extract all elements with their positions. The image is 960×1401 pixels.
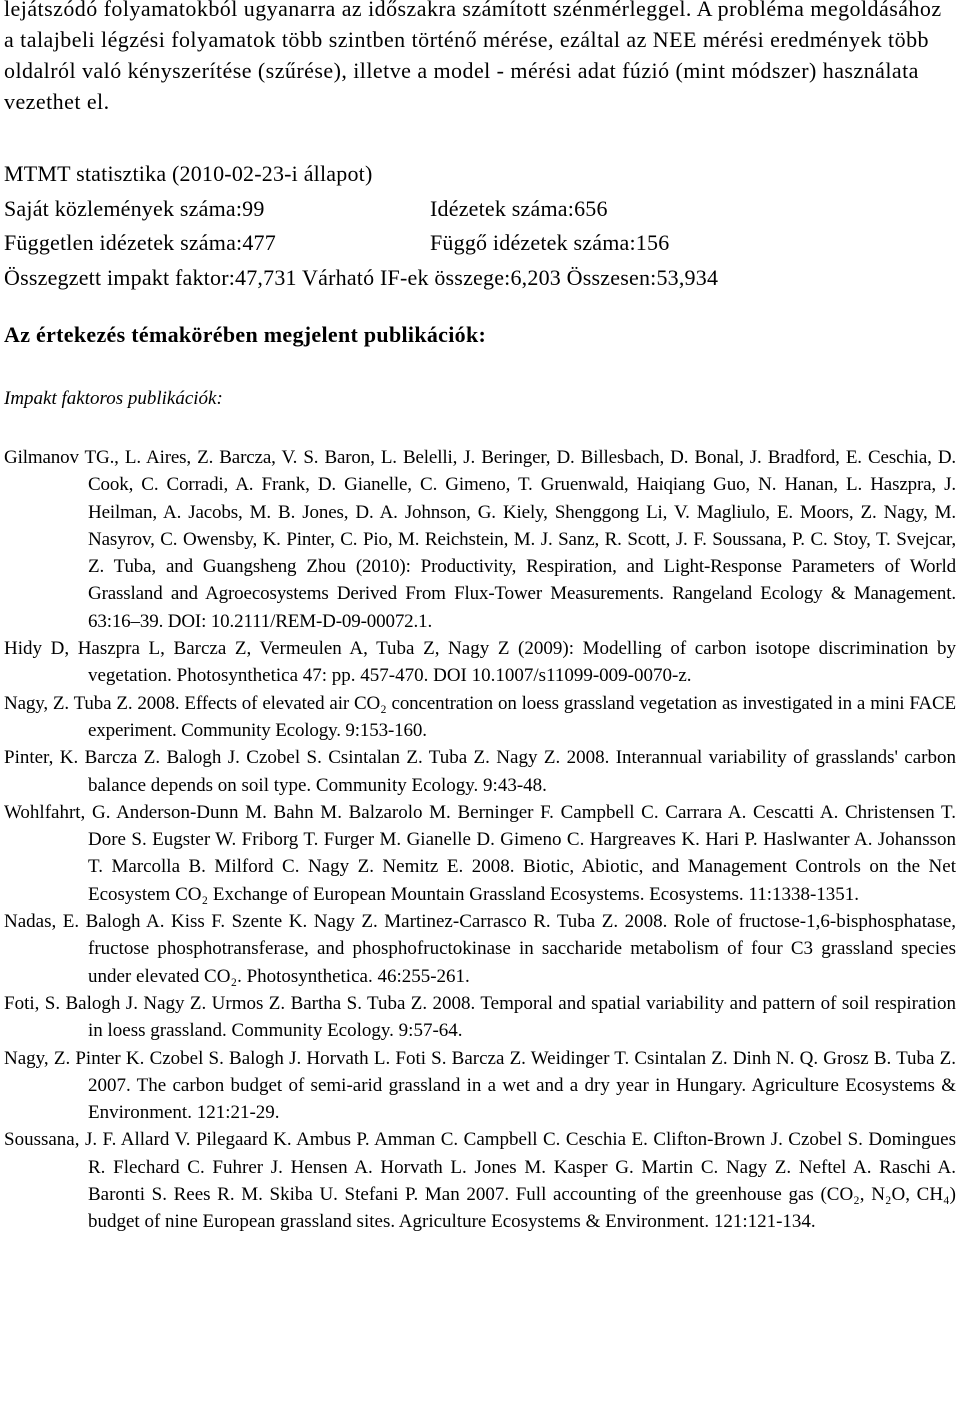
mtmt-title: MTMT statisztika (2010-02-23-i állapot) bbox=[4, 161, 373, 186]
reference-list bbox=[4, 444, 956, 1236]
reference-item: Hidy D, Haszpra L, Barcza Z, Vermeulen A, Tuba Z, Nagy Z (2009): Modelling of carbon isotope discrimination by vegetation. Photosynthetica 47: pp. 457-470. DOI 10.1007/s11099-009-0070-z. bbox=[4, 638, 956, 687]
own-publications: Saját közlemények száma:99 bbox=[4, 195, 265, 221]
intro-paragraph bbox=[4, 0, 956, 117]
reference-item: Nagy, Z. Tuba Z. 2008. Effects of elevated air CO₂ concentration on loess grassland vegetation as investigated in a mini FACE experiment. Community Ecology. 9:153-160. bbox=[4, 692, 956, 741]
section-subheading: Impakt faktoros publikációk: bbox=[4, 388, 223, 409]
reference-item: Pinter, K. Barcza Z. Balogh J. Czobel S. Csintalan Z. Tuba Z. Nagy Z. 2008. Interannual variability of grasslands' carbon balance depends on soil type. Community Ecology. 9:43-48. bbox=[4, 747, 956, 796]
reference-item: Nadas, E. Balogh A. Kiss F. Szente K. Nagy Z. Martinez-Carrasco R. Tuba Z. 2008. Role of fructose-1,6-bisphosphatase, fructose phosphotransferase, and phosphofructokinase in saccharide metabolism of four C3 grassland species under elevated CO₂. Photosynthetica. 46:255-261. bbox=[4, 911, 956, 987]
reference-item: Foti, S. Balogh J. Nagy Z. Urmos Z. Bartha S. Tuba Z. 2008. Temporal and spatial variability and pattern of soil respiration in loess grassland. Community Ecology. 9:57-64. bbox=[4, 992, 956, 1042]
intro-text: lejátszódó folyamatokból ugyanarra az időszakra számított szénmérleggel. A probléma megoldásához a talajbeli légzési folyamatok több szintben történő mérése, ezáltal az NEE mérési eredmények több oldalról való kényszerítése (szűrése), illetve a model - mérési adat fúzió (mint módszer) használata vezethet el. bbox=[4, 0, 942, 114]
reference-item: Nagy, Z. Pinter K. Czobel S. Balogh J. Horvath L. Foti S. Barcza Z. Weidinger T. Csintalan Z. Dinh N. Q. Grosz B. Tuba Z. 2007. The carbon budget of semi-arid grassland in a wet and a dry year in Hungary. Agriculture Ecosystems & Environment. 121:21-29. bbox=[4, 1047, 956, 1124]
impact-summary: Összegzett impakt faktor:47,731 Várható IF-ek összege:6,203 Összesen:53,934 bbox=[4, 264, 719, 290]
dependent-citations: Függő idézetek száma:156 bbox=[430, 230, 670, 255]
reference-item: Wohlfahrt, G. Anderson-Dunn M. Bahn M. Balzarolo M. Berninger F. Campbell C. Carrara A. Cescatti A. Christensen T. Dore S. Eugster W. Friborg T. Furger M. Gianelle D. Gimeno C. Hargreaves K. Hari P. Haslwanter A. Johansson T. Marcolla B. Milford C. Nagy Z. Nemitz E. 2008. Biotic, Abiotic, and Management Controls on the Net Ecosystem CO₂ Exchange of European Mountain Grassland Ecosystems. Ecosystems. 11:1338-1351. bbox=[4, 801, 956, 905]
independent-citations: Független idézetek száma:477 bbox=[4, 230, 276, 255]
citations: Idézetek száma:656 bbox=[430, 195, 608, 221]
section-heading: Az értekezés témakörében megjelent publikációk: bbox=[4, 322, 487, 347]
reference-item: Gilmanov TG., L. Aires, Z. Barcza, V. S. Baron, L. Belelli, J. Beringer, D. Billesbach, D. Bonal, J. Bradford, E. Ceschia, D. Cook, C. Corradi, A. Frank, D. Gianelle, C. Gimeno, T. Gruenwald, Haiqiang Guo, N. Hanan, L. Haszpra, J. Heilman, A. Jacobs, M. B. Jones, D. A. Johnson, G. Kiely, Shenggong Li, V. Magliulo, E. Moors, Z. Nagy, M. Nasyrov, C. Owensby, K. Pinter, C. Pio, M. Reichstein, M. J. Sanz, R. Scott, J. F. Soussana, P. C. Stoy, T. Svejcar, Z. Tuba, and Guangsheng Zhou (2010): Productivity, Respiration, and Light-Response Parameters of World Grassland and Agroecosystems Derived From Flux-Tower Measurements. Rangeland Ecology & Management. 63:16–39. DOI: 10.2111/REM-D-09-00072.1. bbox=[4, 447, 956, 632]
reference-item: Soussana, J. F. Allard V. Pilegaard K. Ambus P. Amman C. Campbell C. Ceschia E. Clifton-Brown J. Czobel S. Domingues R. Flechard C. Fuhrer J. Hensen A. Horvath L. Jones M. Kasper G. Martin C. Nagy Z. Neftel A. Raschi A. Baronti S. Rees R. M. Skiba U. Stefani P. Man 2007. Full accounting of the greenhouse gas (CO₂, N₂O, CH₄) budget of nine European grassland sites. Agriculture Ecosystems & Environment. 121:121-134. bbox=[4, 1129, 956, 1233]
